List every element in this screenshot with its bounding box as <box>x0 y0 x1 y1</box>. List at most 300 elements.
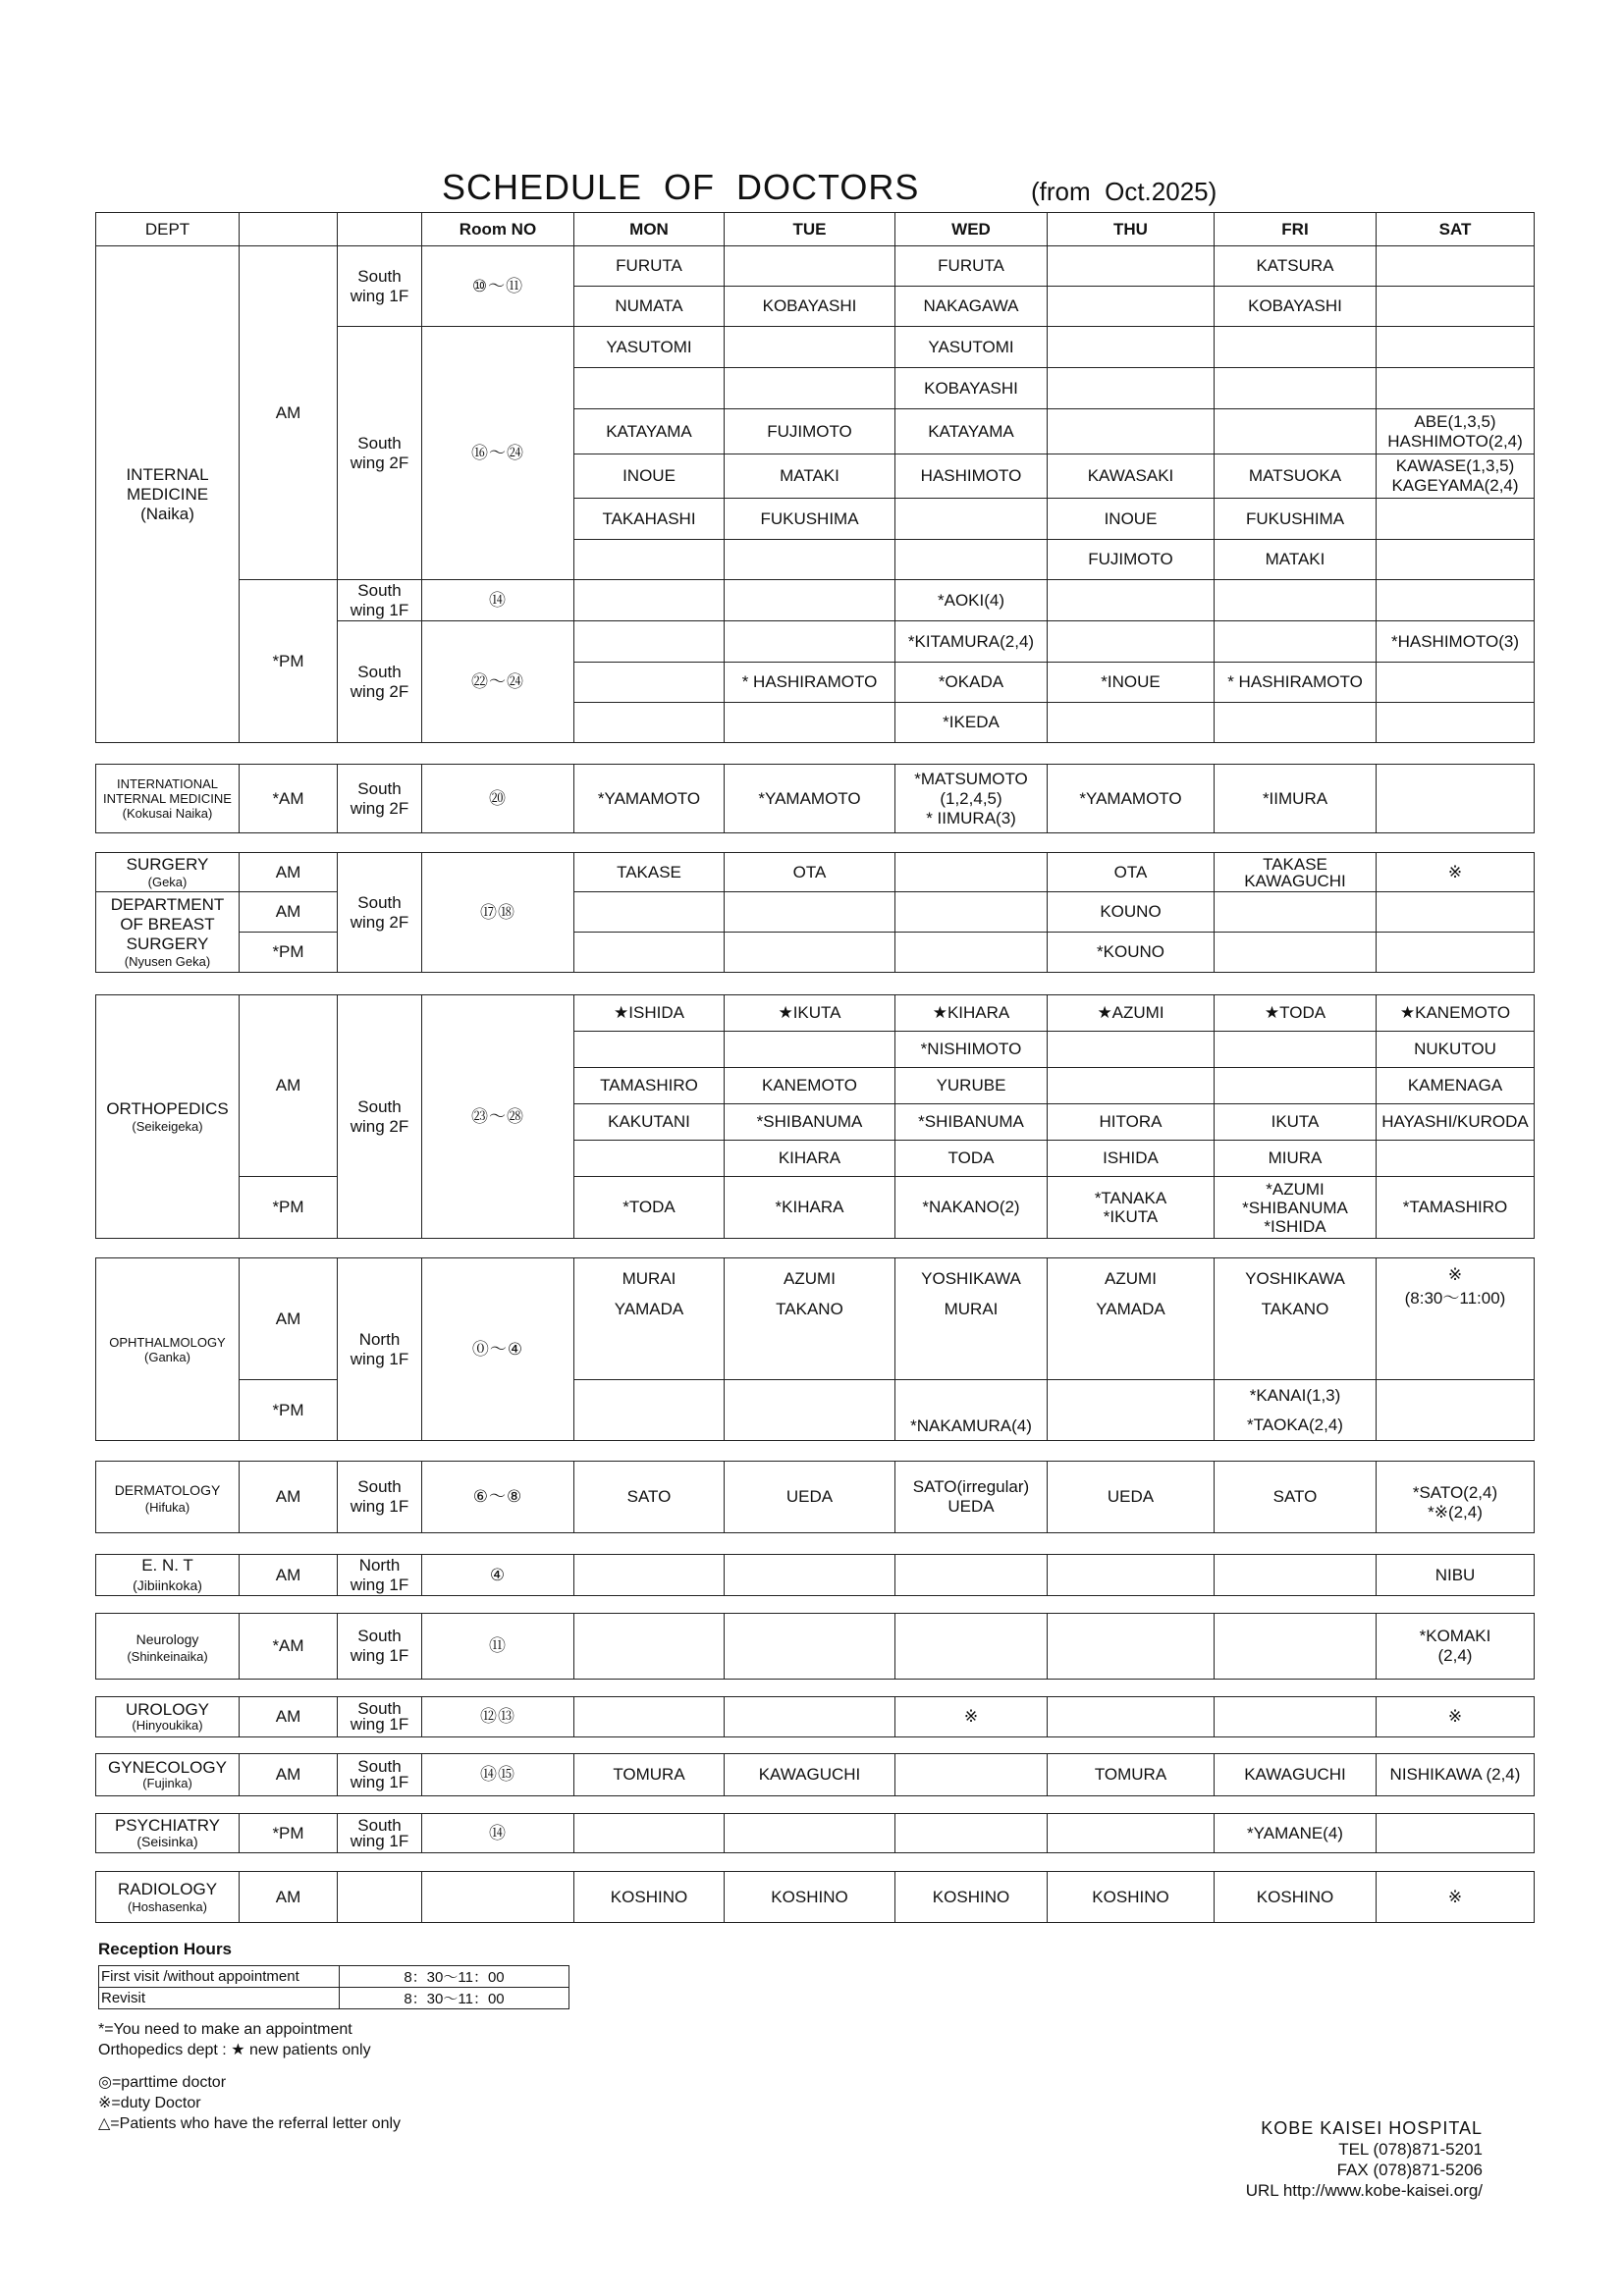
schedule-cell: *IKEDA <box>895 703 1048 743</box>
table-row <box>96 1697 1535 1737</box>
table-row <box>96 1380 1535 1441</box>
header-tue: TUE <box>725 213 895 246</box>
dept-sub: (Kokusai Naika) <box>122 806 213 821</box>
schedule-cell: KOBAYASHI <box>1215 287 1377 327</box>
dept-sub: (Hinyoukika) <box>132 1718 203 1733</box>
schedule-cell <box>725 580 895 621</box>
dept-sub: (Hifuka) <box>144 1499 190 1515</box>
schedule-cell <box>1215 621 1377 663</box>
time-cell: *PM <box>240 1177 338 1239</box>
schedule-cell: KOSHINO <box>574 1872 725 1923</box>
schedule-cell <box>1377 933 1535 973</box>
note-duty: ※=duty Doctor <box>98 2095 201 2111</box>
schedule-cell: * HASHIRAMOTO <box>725 663 895 703</box>
schedule-cell: FUKUSHIMA <box>1215 499 1377 540</box>
schedule-cell <box>725 933 895 973</box>
schedule-cell: TAMASHIRO <box>574 1068 725 1104</box>
schedule-cell: KOSHINO <box>725 1872 895 1923</box>
dept-sub: (Seikeigeka) <box>132 1119 203 1134</box>
schedule-cell: ※ <box>1377 1697 1535 1737</box>
page-subtitle: (from Oct.2025) <box>1031 177 1217 206</box>
wing-cell: South wing 1F <box>338 246 422 327</box>
dept-sub: (Geka) <box>147 875 188 889</box>
schedule-cell: KAWAGUCHI <box>725 1754 895 1796</box>
time-cell: AM <box>240 1258 338 1380</box>
schedule-cell <box>1215 1032 1377 1068</box>
schedule-cell: *YAMAMOTO <box>725 765 895 833</box>
schedule-cell <box>895 540 1048 580</box>
schedule-cell: MATAKI <box>1215 540 1377 580</box>
schedule-cell <box>895 1754 1048 1796</box>
schedule-cell: KOBAYASHI <box>725 287 895 327</box>
schedule-cell <box>1048 580 1215 621</box>
schedule-cell <box>574 1614 725 1680</box>
schedule-cell: *NISHIMOTO <box>895 1032 1048 1068</box>
schedule-cell <box>1377 246 1535 287</box>
header-blank-2 <box>338 213 422 246</box>
schedule-cell: UEDA <box>725 1462 895 1533</box>
header-thu: THU <box>1048 213 1215 246</box>
schedule-cell <box>895 1814 1048 1853</box>
table-row <box>99 1988 569 2009</box>
schedule-cell <box>1377 287 1535 327</box>
time-cell: *AM <box>240 1614 338 1680</box>
time-cell: *PM <box>240 1380 338 1441</box>
dept-cell <box>96 765 240 833</box>
schedule-cell: *IIMURA <box>1215 765 1377 833</box>
schedule-cell: NUKUTOU <box>1377 1032 1535 1068</box>
schedule-cell: FURUTA <box>574 246 725 287</box>
schedule-cell <box>725 621 895 663</box>
psychiatry-table <box>95 1813 1535 1853</box>
schedule-cell <box>1377 892 1535 933</box>
schedule-cell: YOSHIKAWA MURAI <box>895 1258 1048 1380</box>
hospital-contact <box>1217 2118 1483 2201</box>
dermatology-table <box>95 1461 1535 1533</box>
time-cell: AM <box>240 1697 338 1737</box>
schedule-cell: *KITAMURA(2,4) <box>895 621 1048 663</box>
schedule-cell: IKUTA <box>1215 1104 1377 1141</box>
wing-cell: South wing 2F <box>338 765 422 833</box>
schedule-cell: ※ <box>895 1697 1048 1737</box>
schedule-cell: *SHIBANUMA <box>895 1104 1048 1141</box>
schedule-cell: KOSHINO <box>1215 1872 1377 1923</box>
schedule-cell <box>1377 540 1535 580</box>
schedule-cell: KANEMOTO <box>725 1068 895 1104</box>
schedule-cell <box>1377 1814 1535 1853</box>
schedule-cell <box>725 246 895 287</box>
header-sat: SAT <box>1377 213 1535 246</box>
dept-cell <box>96 1754 240 1796</box>
radiology-table <box>95 1871 1535 1923</box>
hospital-fax: FAX (078)871-5206 <box>1336 2161 1483 2179</box>
schedule-cell: *AOKI(4) <box>895 580 1048 621</box>
schedule-cell <box>1048 1697 1215 1737</box>
schedule-cell <box>1048 1555 1215 1596</box>
dept-name: PSYCHIATRY <box>114 1816 221 1835</box>
note-parttime: ◎=parttime doctor <box>98 2074 227 2091</box>
dept-name: OPHTHALMOLOGY <box>109 1334 226 1350</box>
schedule-cell <box>1377 499 1535 540</box>
time-cell: *PM <box>240 933 338 973</box>
schedule-cell <box>895 499 1048 540</box>
schedule-cell <box>1048 287 1215 327</box>
schedule-cell <box>1215 580 1377 621</box>
hospital-url[interactable]: URL http://www.kobe-kaisei.org/ <box>1245 2181 1483 2200</box>
reception-value: 8：30～11：00 <box>340 1988 569 2009</box>
note-ortho: Orthopedics dept : ★ new patients only <box>98 2042 371 2058</box>
schedule-cell: TOMURA <box>574 1754 725 1796</box>
schedule-cell <box>725 1380 895 1441</box>
schedule-cell <box>725 540 895 580</box>
schedule-cell <box>574 621 725 663</box>
schedule-cell: *YAMANE(4) <box>1215 1814 1377 1853</box>
schedule-cell: KAWASE(1,3,5) KAGEYAMA(2,4) <box>1377 454 1535 499</box>
table-row <box>96 892 1535 933</box>
page-title: SCHEDULE OF DOCTORS <box>442 167 920 207</box>
schedule-cell: *INOUE <box>1048 663 1215 703</box>
schedule-cell: ABE(1,3,5) HASHIMOTO(2,4) <box>1377 409 1535 454</box>
schedule-cell: SATO <box>574 1462 725 1533</box>
note-appointment: *=You need to make an appointment <box>98 2021 352 2038</box>
room-cell: ⓪～④ <box>422 1258 574 1441</box>
schedule-cell <box>574 892 725 933</box>
room-cell: ⑯～㉔ <box>422 327 574 580</box>
schedule-cell <box>1048 1068 1215 1104</box>
schedule-cell: ※ <box>1377 853 1535 892</box>
schedule-cell: ※ (8:30～11:00) <box>1377 1258 1535 1380</box>
schedule-cell <box>574 1380 725 1441</box>
schedule-cell <box>574 1141 725 1177</box>
room-cell: ⑩～⑪ <box>422 246 574 327</box>
schedule-cell <box>725 1032 895 1068</box>
schedule-cell: *TANAKA *IKUTA <box>1048 1177 1215 1239</box>
hospital-name: KOBE KAISEI HOSPITAL <box>1261 2118 1483 2138</box>
room-cell: ⑭ <box>422 1814 574 1853</box>
schedule-cell <box>1215 703 1377 743</box>
schedule-cell <box>574 1555 725 1596</box>
gynecology-table <box>95 1753 1535 1796</box>
dept-cell <box>96 853 240 892</box>
wing-cell: North wing 1F <box>338 1258 422 1441</box>
schedule-cell: KAWAGUCHI <box>1215 1754 1377 1796</box>
wing-cell: South wing 2F <box>338 327 422 580</box>
schedule-cell: INOUE <box>1048 499 1215 540</box>
dept-cell <box>96 892 240 973</box>
schedule-cell: ★KANEMOTO <box>1377 995 1535 1032</box>
dept-name: SURGERY <box>126 855 209 874</box>
dept-cell <box>96 1697 240 1737</box>
schedule-cell <box>1377 368 1535 409</box>
reception-value: 8：30～11：00 <box>340 1966 569 1988</box>
schedule-cell: TAKASE <box>574 853 725 892</box>
schedule-cell: SATO <box>1215 1462 1377 1533</box>
dept-name: DEPARTMENT OF BREAST SURGERY <box>110 895 225 953</box>
schedule-cell: *KOUNO <box>1048 933 1215 973</box>
schedule-cell: *YAMAMOTO <box>574 765 725 833</box>
time-cell: *PM <box>240 1814 338 1853</box>
table-row <box>96 765 1535 833</box>
schedule-cell <box>574 1814 725 1853</box>
schedule-cell: YASUTOMI <box>895 327 1048 368</box>
room-cell: ⑥～⑧ <box>422 1462 574 1533</box>
schedule-cell <box>895 1614 1048 1680</box>
schedule-cell: ★TODA <box>1215 995 1377 1032</box>
schedule-cell <box>1215 1068 1377 1104</box>
room-cell <box>422 1872 574 1923</box>
schedule-cell: *AZUMI *SHIBANUMA *ISHIDA <box>1215 1177 1377 1239</box>
schedule-cell: AZUMI YAMADA <box>1048 1258 1215 1380</box>
table-row <box>96 1872 1535 1923</box>
schedule-cell: *KOMAKI (2,4) <box>1377 1614 1535 1680</box>
schedule-cell: FUJIMOTO <box>1048 540 1215 580</box>
room-cell: ㉓～㉘ <box>422 995 574 1239</box>
wing-cell <box>338 1872 422 1923</box>
schedule-cell: MATAKI <box>725 454 895 499</box>
neurology-table <box>95 1613 1535 1680</box>
schedule-cell: *KANAI(1,3) *TAOKA(2,4) <box>1215 1380 1377 1441</box>
wing-cell: South wing 1F <box>338 1462 422 1533</box>
table-row <box>96 1754 1535 1796</box>
schedule-cell <box>1377 327 1535 368</box>
table-row <box>96 1814 1535 1853</box>
schedule-cell: MURAI YAMADA <box>574 1258 725 1380</box>
schedule-cell <box>1048 368 1215 409</box>
table-row <box>96 1177 1535 1239</box>
schedule-cell: OTA <box>725 853 895 892</box>
schedule-cell <box>725 1555 895 1596</box>
schedule-cell: HAYASHI/KURODA <box>1377 1104 1535 1141</box>
schedule-cell: FURUTA <box>895 246 1048 287</box>
schedule-cell: NUMATA <box>574 287 725 327</box>
schedule-cell: *SATO(2,4) *※(2,4) <box>1377 1462 1535 1533</box>
room-cell: ⑭ <box>422 580 574 621</box>
schedule-cell: YASUTOMI <box>574 327 725 368</box>
table-row <box>96 995 1535 1032</box>
schedule-cell: * HASHIRAMOTO <box>1215 663 1377 703</box>
schedule-cell: ★ISHIDA <box>574 995 725 1032</box>
schedule-cell: MATSUOKA <box>1215 454 1377 499</box>
schedule-cell <box>1215 409 1377 454</box>
schedule-cell <box>574 368 725 409</box>
time-cell: *PM <box>240 580 338 743</box>
schedule-cell: *SHIBANUMA <box>725 1104 895 1141</box>
schedule-cell: FUKUSHIMA <box>725 499 895 540</box>
ent-table <box>95 1554 1535 1596</box>
wing-cell: South wing 2F <box>338 853 422 973</box>
schedule-cell <box>1048 1814 1215 1853</box>
dept-sub: (Seisinka) <box>136 1834 198 1849</box>
schedule-cell: ISHIDA <box>1048 1141 1215 1177</box>
schedule-cell: INOUE <box>574 454 725 499</box>
dept-name: Neurology <box>135 1630 199 1647</box>
dept-cell <box>96 1555 240 1596</box>
wing-cell: South wing 1F <box>338 580 422 621</box>
dept-cell <box>96 1872 240 1923</box>
schedule-cell: NAKAGAWA <box>895 287 1048 327</box>
schedule-cell <box>574 663 725 703</box>
schedule-cell: YOSHIKAWA TAKANO <box>1215 1258 1377 1380</box>
schedule-cell: MIURA <box>1215 1141 1377 1177</box>
schedule-cell <box>1048 1614 1215 1680</box>
schedule-cell <box>1215 1614 1377 1680</box>
dept-cell <box>96 246 240 743</box>
schedule-cell: KATSURA <box>1215 246 1377 287</box>
wing-cell: South wing 1F <box>338 1814 422 1853</box>
schedule-cell: *NAKAMURA(4) <box>895 1380 1048 1441</box>
schedule-cell: KAMENAGA <box>1377 1068 1535 1104</box>
schedule-cell <box>574 1697 725 1737</box>
schedule-cell <box>1215 327 1377 368</box>
room-cell: ⑪ <box>422 1614 574 1680</box>
schedule-cell <box>1048 1380 1215 1441</box>
schedule-cell: *NAKANO(2) <box>895 1177 1048 1239</box>
schedule-cell: KOUNO <box>1048 892 1215 933</box>
schedule-cell: FUJIMOTO <box>725 409 895 454</box>
room-cell: ⑰⑱ <box>422 853 574 973</box>
intl-medicine-table <box>95 764 1535 833</box>
schedule-cell: KAKUTANI <box>574 1104 725 1141</box>
schedule-cell: KOBAYASHI <box>895 368 1048 409</box>
header-wed: WED <box>895 213 1048 246</box>
dept-cell <box>96 1258 240 1441</box>
dept-sub: (Naika) <box>140 504 194 523</box>
internal-medicine-table <box>95 212 1535 743</box>
dept-name: INTERNAL MEDICINE <box>126 464 209 504</box>
surgery-table <box>95 852 1535 973</box>
dept-sub: (Hoshasenka) <box>128 1899 207 1914</box>
schedule-cell: ★AZUMI <box>1048 995 1215 1032</box>
dept-sub: (Ganka) <box>144 1349 190 1364</box>
reception-label: First visit /without appointment <box>99 1966 340 1988</box>
table-row <box>96 246 1535 287</box>
dept-cell <box>96 995 240 1239</box>
schedule-cell: KATAYAMA <box>574 409 725 454</box>
schedule-cell <box>1377 765 1535 833</box>
schedule-cell <box>1215 892 1377 933</box>
schedule-cell <box>1048 246 1215 287</box>
schedule-cell: KOSHINO <box>895 1872 1048 1923</box>
room-cell: ⑫⑬ <box>422 1697 574 1737</box>
time-cell: AM <box>240 246 338 580</box>
schedule-cell: NIBU <box>1377 1555 1535 1596</box>
schedule-cell: ※ <box>1377 1872 1535 1923</box>
wing-cell: South wing 2F <box>338 621 422 743</box>
table-row <box>96 580 1535 621</box>
schedule-cell: ★KIHARA <box>895 995 1048 1032</box>
reception-label: Revisit <box>99 1988 340 2009</box>
schedule-cell <box>1048 1032 1215 1068</box>
schedule-cell <box>1215 1697 1377 1737</box>
dept-name: UROLOGY <box>125 1700 210 1719</box>
header-blank-1 <box>240 213 338 246</box>
schedule-cell <box>725 327 895 368</box>
note-referral: △=Patients who have the referral letter only <box>98 2115 402 2132</box>
time-cell: AM <box>240 1872 338 1923</box>
wing-cell: South wing 2F <box>338 995 422 1239</box>
time-cell: *AM <box>240 765 338 833</box>
schedule-cell <box>1377 1141 1535 1177</box>
orthopedics-table <box>95 994 1535 1239</box>
schedule-cell <box>895 933 1048 973</box>
schedule-cell <box>574 540 725 580</box>
schedule-cell: HASHIMOTO <box>895 454 1048 499</box>
schedule-cell <box>725 892 895 933</box>
schedule-cell: *TAMASHIRO <box>1377 1177 1535 1239</box>
schedule-cell: TOMURA <box>1048 1754 1215 1796</box>
ophthalmology-table <box>95 1257 1535 1441</box>
room-cell: ㉒～㉔ <box>422 621 574 743</box>
time-cell: AM <box>240 1555 338 1596</box>
schedule-cell: *MATSUMOTO (1,2,4,5) * IIMURA(3) <box>895 765 1048 833</box>
schedule-cell <box>574 933 725 973</box>
schedule-cell: UEDA <box>1048 1462 1215 1533</box>
table-row <box>96 853 1535 892</box>
reception-table <box>98 1965 569 2009</box>
schedule-cell: NISHIKAWA (2,4) <box>1377 1754 1535 1796</box>
schedule-cell: KATAYAMA <box>895 409 1048 454</box>
header-room: Room NO <box>422 213 574 246</box>
dept-name: E. N. T <box>141 1555 193 1575</box>
wing-cell: North wing 1F <box>338 1555 422 1596</box>
schedule-cell <box>574 703 725 743</box>
header-dept: DEPT <box>96 213 240 246</box>
time-cell: AM <box>240 1462 338 1533</box>
table-row <box>96 1555 1535 1596</box>
table-row <box>96 1462 1535 1533</box>
schedule-cell <box>1377 1380 1535 1441</box>
table-row <box>96 933 1535 973</box>
dept-name: INTERNATIONAL INTERNAL MEDICINE <box>103 776 232 806</box>
time-cell: AM <box>240 995 338 1177</box>
schedule-cell <box>1377 580 1535 621</box>
schedule-cell <box>725 703 895 743</box>
schedule-cell <box>1215 933 1377 973</box>
room-cell: ⑳ <box>422 765 574 833</box>
dept-sub: (Fujinka) <box>142 1776 192 1790</box>
schedule-cell: *HASHIMOTO(3) <box>1377 621 1535 663</box>
schedule-cell: KIHARA <box>725 1141 895 1177</box>
schedule-cell: SATO(irregular) UEDA <box>895 1462 1048 1533</box>
schedule-cell <box>1048 327 1215 368</box>
schedule-cell: ★IKUTA <box>725 995 895 1032</box>
urology-table <box>95 1696 1535 1737</box>
schedule-cell <box>895 1555 1048 1596</box>
dept-sub: (Shinkeinaika) <box>127 1648 208 1664</box>
schedule-cell <box>574 1032 725 1068</box>
time-cell: AM <box>240 853 338 892</box>
schedule-cell: TAKAHASHI <box>574 499 725 540</box>
schedule-cell: AZUMI TAKANO <box>725 1258 895 1380</box>
hospital-tel: TEL (078)871-5201 <box>1338 2140 1483 2159</box>
room-cell: ④ <box>422 1555 574 1596</box>
table-row <box>96 1614 1535 1680</box>
schedule-cell <box>1377 663 1535 703</box>
schedule-cell <box>574 580 725 621</box>
dept-name: GYNECOLOGY <box>108 1758 227 1777</box>
reception-hours <box>98 1940 569 2009</box>
table-row <box>99 1966 569 1988</box>
schedule-cell <box>1215 1555 1377 1596</box>
schedule-cell: TAKASE KAWAGUCHI <box>1215 853 1377 892</box>
room-cell: ⑭⑮ <box>422 1754 574 1796</box>
schedule-cell <box>895 853 1048 892</box>
schedule-cell: HITORA <box>1048 1104 1215 1141</box>
dept-cell <box>96 1462 240 1533</box>
dept-name: DERMATOLOGY <box>114 1481 221 1498</box>
schedule-cell <box>725 368 895 409</box>
schedule-cell <box>725 1814 895 1853</box>
